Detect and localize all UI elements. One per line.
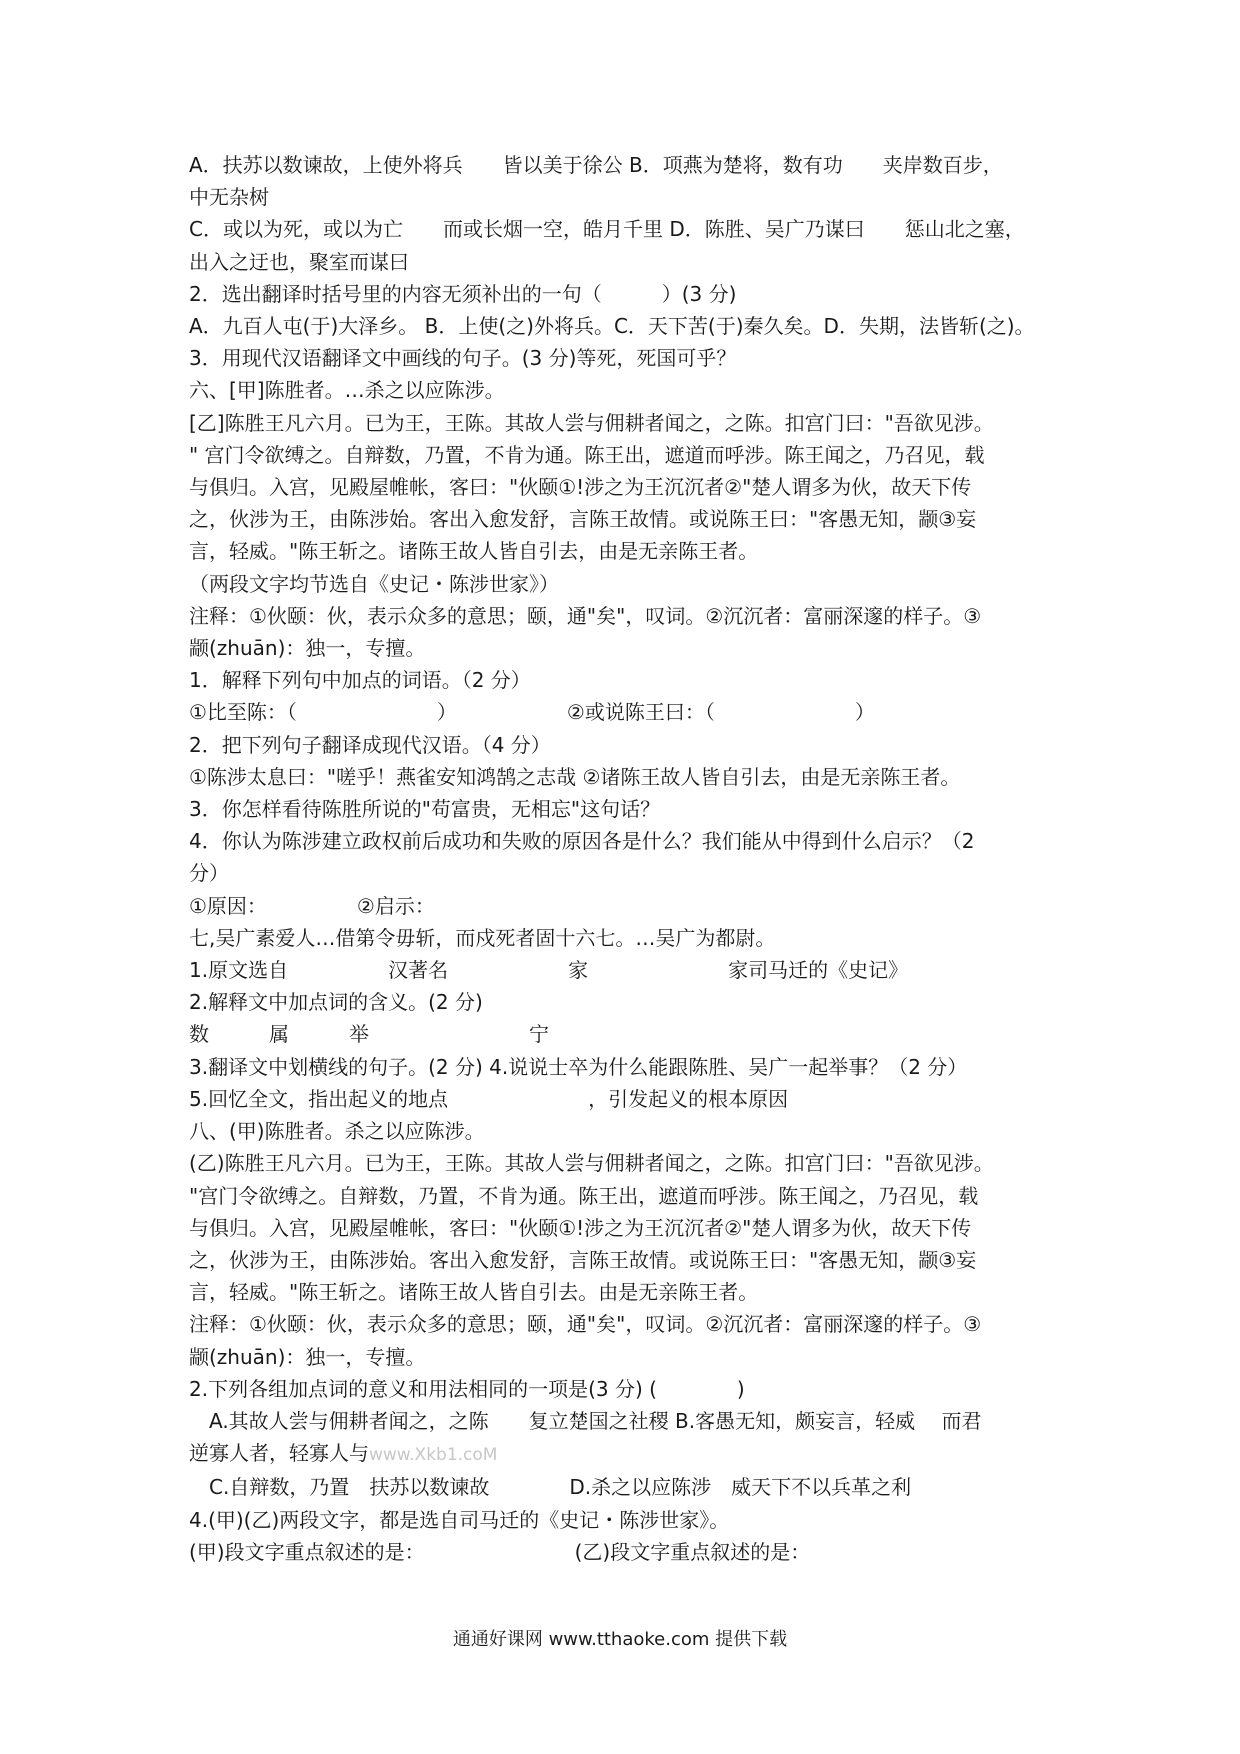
text-line: 注释：①伙颐：伙，表示众多的意思；颐，通"矣"，叹词。②沉沉者：富丽深邃的样子。③ <box>189 1312 982 1337</box>
text-line: ①陈涉太息曰："嗟乎！燕雀安知鸿鹄之志哉 ②诸陈王故人皆自引去，由是无亲陈王者。 <box>189 764 961 789</box>
text-line: 与俱归。入宫，见殿屋帷帐，客曰："伙颐①!涉之为王沉沉者②"楚人谓多为伙，故天下传 <box>189 1215 972 1240</box>
text-line: ①比至陈：（ ） ②或说陈王曰：（ ） <box>189 700 875 725</box>
text-line: 颛(zhuān)：独一，专擅。 <box>189 636 426 661</box>
text-line: [乙]陈胜王凡六月。已为王，王陈。其故人尝与佣耕者闻之，之陈。扣宫门曰："吾欲见涉。 <box>189 410 994 435</box>
text-line: 4．你认为陈涉建立政权前后成功和失败的原因各是什么？我们能从中得到什么启示？（2 <box>189 829 975 854</box>
document-body <box>189 149 1057 1568</box>
text-line: 1．解释下列句中加点的词语。（2 分） <box>189 668 531 693</box>
text-line: 颛(zhuān)：独一，专擅。 <box>189 1344 426 1369</box>
text-line: 2．把下列句子翻译成现代汉语。（4 分） <box>189 732 551 757</box>
text-line: 数 属 举 宁 <box>189 1022 549 1047</box>
text-span: 逆寡人者，轻寡人与 <box>189 1441 369 1466</box>
text-line: 2.下列各组加点词的意义和用法相同的一项是(3 分) ( ) <box>189 1376 745 1401</box>
text-line: A.其故人尝与佣耕者闻之，之陈 复立楚国之社稷 B.客愚无知，颇妄言，轻威 而君 <box>189 1408 982 1433</box>
text-line: 1.原文选自 汉著名 家 家司马迁的《史记》 <box>189 958 909 983</box>
text-line: 出入之迂也，聚室而谋曰 <box>189 249 409 274</box>
text-line: 之，伙涉为王，由陈涉始。客出入愈发舒，言陈王故情。或说陈王曰："客愚无知，颛③妄 <box>189 1247 977 1272</box>
text-line: "宫门令欲缚之。自辩数，乃置，不肯为通。陈王出，遮道而呼涉。陈王闻之，乃召见，载 <box>189 1183 979 1208</box>
text-line: 之，伙涉为王，由陈涉始。客出入愈发舒，言陈王故情。或说陈王曰："客愚无知，颛③妄 <box>189 507 977 532</box>
text-line: 中无杂树 <box>189 185 269 210</box>
text-line: 3．你怎样看待陈胜所说的"苟富贵，无相忘"这句话？ <box>189 797 661 822</box>
text-line: 2．选出翻译时括号里的内容无须补出的一句（ ）(3 分) <box>189 281 737 306</box>
text-line: 六、[甲]陈胜者。…杀之以应陈涉。 <box>189 378 505 403</box>
text-line: 3．用现代汉语翻译文中画线的句子。(3 分)等死，死国可乎？ <box>189 346 737 371</box>
text-line: 4.(甲)(乙)两段文字，都是选自司马迁的《史记・陈涉世家》。 <box>189 1507 730 1532</box>
text-line: 分） <box>189 861 229 886</box>
text-line <box>189 1437 1057 1471</box>
text-line: （两段文字均节选自《史记・陈涉世家》） <box>189 571 559 596</box>
text-line: 言，轻威。"陈王斩之。诸陈王故人皆自引去。由是无亲陈王者。 <box>189 1280 759 1305</box>
text-line: 与俱归。入宫，见殿屋帷帐，客曰："伙颐①!涉之为王沉沉者②"楚人谓多为伙，故天下传 <box>189 475 972 500</box>
text-line: ①原因： ②启示： <box>189 893 435 918</box>
text-line: (甲)段文字重点叙述的是： (乙)段文字重点叙述的是： <box>189 1539 811 1564</box>
text-line: " 宫门令欲缚之。自辩数，乃置，不肯为通。陈王出，遮道而呼涉。陈王闻之，乃召见，载 <box>189 442 985 467</box>
text-line: A．扶苏以数谏故，上使外将兵 皆以美于徐公 B．项燕为楚将，数有功 夹岸数百步， <box>189 153 1003 177</box>
text-line: C．或以为死，或以为亡 而或长烟一空，皓月千里 D．陈胜、吴广乃谋曰 惩山北之塞， <box>189 217 1025 242</box>
text-line: 七,吴广素爱人…借第令毋斩，而戍死者固十六七。…吴广为都尉。 <box>189 925 776 950</box>
text-line: 3.翻译文中划横线的句子。(2 分) 4.说说士卒为什么能跟陈胜、吴广一起举事？（2 分） <box>189 1054 968 1079</box>
text-line: A．九百人屯(于)大泽乡。 B．上使(之)外将兵。C．天下苦(于)秦久矣。D．失期，法皆斩(之)。 <box>189 314 1035 339</box>
text-line: C.自辩数，乃置 扶苏以数谏故 D.杀之以应陈涉 威天下不以兵革之利 <box>189 1475 912 1500</box>
text-line: 八、(甲)陈胜者。杀之以应陈涉。 <box>189 1119 485 1144</box>
page-footer: 通通好课网 www.tthaoke.com 提供下载 <box>452 1629 788 1650</box>
watermark: www.Xkb1.coM <box>369 1445 498 1466</box>
text-line: (乙)陈胜王凡六月。已为王，王陈。其故人尝与佣耕者闻之，之陈。扣宫门曰："吾欲见涉。 <box>189 1151 994 1176</box>
text-line: 注释：①伙颐：伙，表示众多的意思；颐，通"矣"，叹词。②沉沉者：富丽深邃的样子。③ <box>189 603 982 628</box>
text-line: 言，轻威。"陈王斩之。诸陈王故人皆自引去，由是无亲陈王者。 <box>189 539 759 564</box>
text-line: 5.回忆全文，指出起义的地点 ，引发起义的根本原因 <box>189 1086 789 1111</box>
text-line: 2.解释文中加点词的含义。(2 分) <box>189 990 483 1015</box>
